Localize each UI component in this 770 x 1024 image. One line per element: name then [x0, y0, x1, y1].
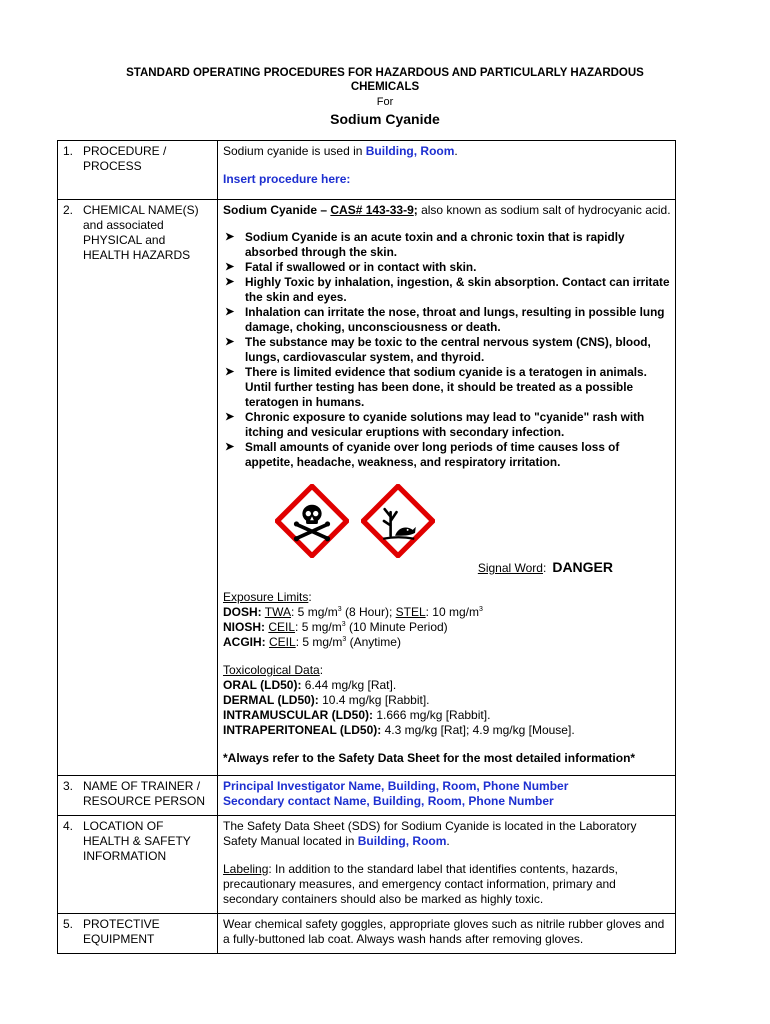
- labeling-text: Labeling: In addition to the standard label that identifies contents, hazards, precautionary measures, and emergency contact information, primary and secondary containers should also be marked as highly toxic.: [223, 862, 618, 906]
- exposure-limits-title: Exposure Limits: [223, 590, 309, 604]
- arrow-bullet-icon: ➤: [225, 261, 235, 273]
- tox-intramuscular: INTRAMUSCULAR (LD50): 1.666 mg/kg [Rabbit].: [223, 708, 491, 722]
- hazard-item: ➤ Highly Toxic by inhalation, ingestion, & skin absorption. Contact can irritate the skin and eyes.: [225, 275, 670, 304]
- arrow-bullet-icon: ➤: [225, 411, 235, 423]
- row-chemical-hazards: [58, 200, 676, 776]
- sds-location-text: The Safety Data Sheet (SDS) for Sodium Cyanide is located in the Laboratory Safety Manual located in Building, Room.: [223, 819, 637, 848]
- ghs-pictograms: [275, 484, 671, 558]
- row-number: 3.: [63, 779, 74, 793]
- arrow-bullet-icon: ➤: [225, 366, 235, 378]
- row-number: 1.: [63, 144, 74, 158]
- row-content-cell: [218, 200, 676, 776]
- hazard-item: ➤ Sodium Cyanide is an acute toxin and a chronic toxin that is rapidly absorbed through the skin.: [225, 230, 625, 259]
- row-label-cell: [58, 200, 218, 776]
- exposure-limits: Exposure Limits: DOSH: TWA: 5 $mg/m^3$ (8 Hour); STEL: 10 $mg/m^3$ NIOSH: CEIL: 5 $mg/m^3$ (10 Minute Period) ACGIH: CEIL: 5 $mg/m^3$ (Anytime): [223, 590, 671, 650]
- niosh-limit: NIOSH: CEIL: 5 $mg/m^3$ (10 Minute Period): [223, 620, 448, 634]
- sop-table: [57, 140, 676, 954]
- procedure-text: Sodium cyanide is used in Building, Room.: [223, 144, 458, 158]
- arrow-bullet-icon: ➤: [225, 336, 235, 348]
- row-content-cell: [218, 914, 676, 954]
- row-trainer: [58, 776, 676, 816]
- row-protective-equipment: [58, 914, 676, 954]
- row-number: 2.: [63, 203, 74, 217]
- environment-hazard-icon: [361, 484, 435, 558]
- tox-intraperitoneal: INTRAPERITONEAL (LD50): 4.3 mg/kg [Rat]; 4.9 mg/kg [Mouse].: [223, 723, 575, 737]
- signal-word-line: Signal Word: DANGER: [477, 559, 613, 575]
- row-label-cell: [58, 914, 218, 954]
- hazard-item: ➤ Small amounts of cyanide over long periods of time causes loss of appetite, headache, weakness, and respiratory irritation.: [225, 440, 620, 469]
- row-safety-info: [58, 816, 676, 914]
- cas-number: CAS# 143-33-9: [330, 203, 414, 217]
- ppe-text: Wear chemical safety goggles, appropriate gloves such as nitrile rubber gloves and a fully-buttoned lab coat. Always wash hands after removing gloves.: [223, 917, 665, 946]
- chemical-title: Sodium Cyanide: [330, 111, 440, 127]
- row-number: 4.: [63, 819, 74, 833]
- arrow-bullet-icon: ➤: [225, 231, 235, 243]
- chemical-name: Sodium Cyanide – CAS# 143-33-9; also known as sodium salt of hydrocyanic acid.: [223, 203, 671, 217]
- row-label: NAME OF TRAINER / RESOURCE PERSON: [83, 779, 206, 808]
- dosh-limit: DOSH: TWA: 5 $mg/m^3$ (8 Hour); STEL: 10 $mg/m^3$: [223, 605, 483, 619]
- hazard-item: ➤ Fatal if swallowed or in contact with skin.: [225, 260, 477, 274]
- row-label: PROTECTIVE EQUIPMENT: [83, 917, 160, 946]
- row-content-cell: [218, 141, 676, 200]
- row-label: LOCATION OF HEALTH & SAFETY INFORMATION: [83, 819, 191, 863]
- row-procedure: [58, 141, 676, 200]
- arrow-bullet-icon: ➤: [225, 306, 235, 318]
- hazard-item: ➤ There is limited evidence that sodium cyanide is a teratogen in animals. Until further testing has been done, it should be treated as a possible teratogen in humans.: [225, 365, 647, 409]
- signal-word-label: Signal Word: [477, 561, 543, 575]
- title-line-1: STANDARD OPERATING PROCEDURES FOR HAZARDOUS AND PARTICULARLY HAZARDOUS: [126, 67, 644, 79]
- tox-title: Toxicological Data: [223, 663, 320, 677]
- acgih-limit: ACGIH: CEIL: 5 $mg/m^3$ (Anytime): [223, 635, 401, 649]
- hazard-item: ➤ Inhalation can irritate the nose, throat and lungs, resulting in possible lung damage, choking, unconsciousness or death.: [225, 305, 665, 334]
- signal-word: DANGER: [552, 559, 613, 575]
- hazard-item: ➤ Chronic exposure to cyanide solutions may lead to "cyanide" rash with itching and vesicular eruptions with secondary infection.: [225, 410, 645, 439]
- sds-reference-note: *Always refer to the Safety Data Sheet for the most detailed information*: [223, 751, 636, 765]
- row-label-cell: [58, 776, 218, 816]
- row-label-cell: [58, 816, 218, 914]
- principal-investigator-placeholder: Principal Investigator Name, Building, Room, Phone Number: [223, 779, 569, 793]
- secondary-contact-placeholder: Secondary contact Name, Building, Room, Phone Number: [223, 794, 554, 808]
- row-label: CHEMICAL NAME(S) and associated PHYSICAL and HEALTH HAZARDS: [83, 203, 199, 262]
- tox-oral: ORAL (LD50): 6.44 mg/kg [Rat].: [223, 678, 397, 692]
- row-label: PROCEDURE / PROCESS: [83, 144, 167, 173]
- arrow-bullet-icon: ➤: [225, 276, 235, 288]
- tox-dermal: DERMAL (LD50): 10.4 mg/kg [Rabbit].: [223, 693, 430, 707]
- title-for: For: [376, 96, 394, 108]
- hazard-list: [223, 230, 671, 470]
- skull-crossbones-icon: [275, 484, 349, 558]
- insert-procedure-placeholder: Insert procedure here:: [223, 172, 351, 186]
- labeling-title: Labeling: [223, 862, 269, 876]
- title-line-2: CHEMICALS: [350, 81, 420, 93]
- row-number: 5.: [63, 917, 74, 931]
- location-placeholder: Building, Room: [365, 144, 455, 158]
- location-placeholder: Building, Room: [357, 834, 447, 848]
- hazard-item: ➤ The substance may be toxic to the central nervous system (CNS), blood, lungs, cardiovascular system, and thyroid.: [225, 335, 651, 364]
- toxicological-data: Toxicological Data: ORAL (LD50): 6.44 mg/kg [Rat]. DERMAL (LD50): 10.4 mg/kg [Rabbit]. INTRAMUSCULAR (LD50): 1.666 mg/kg [Rabbit]. INTRAPERITONEAL (LD50): 4.3 mg/kg [Rat]; 4.9 mg/kg [Mouse].: [223, 663, 671, 738]
- row-content-cell: [218, 816, 676, 914]
- row-label-cell: [58, 141, 218, 200]
- arrow-bullet-icon: ➤: [225, 441, 235, 453]
- document-header: [0, 66, 770, 128]
- row-content-cell: [218, 776, 676, 816]
